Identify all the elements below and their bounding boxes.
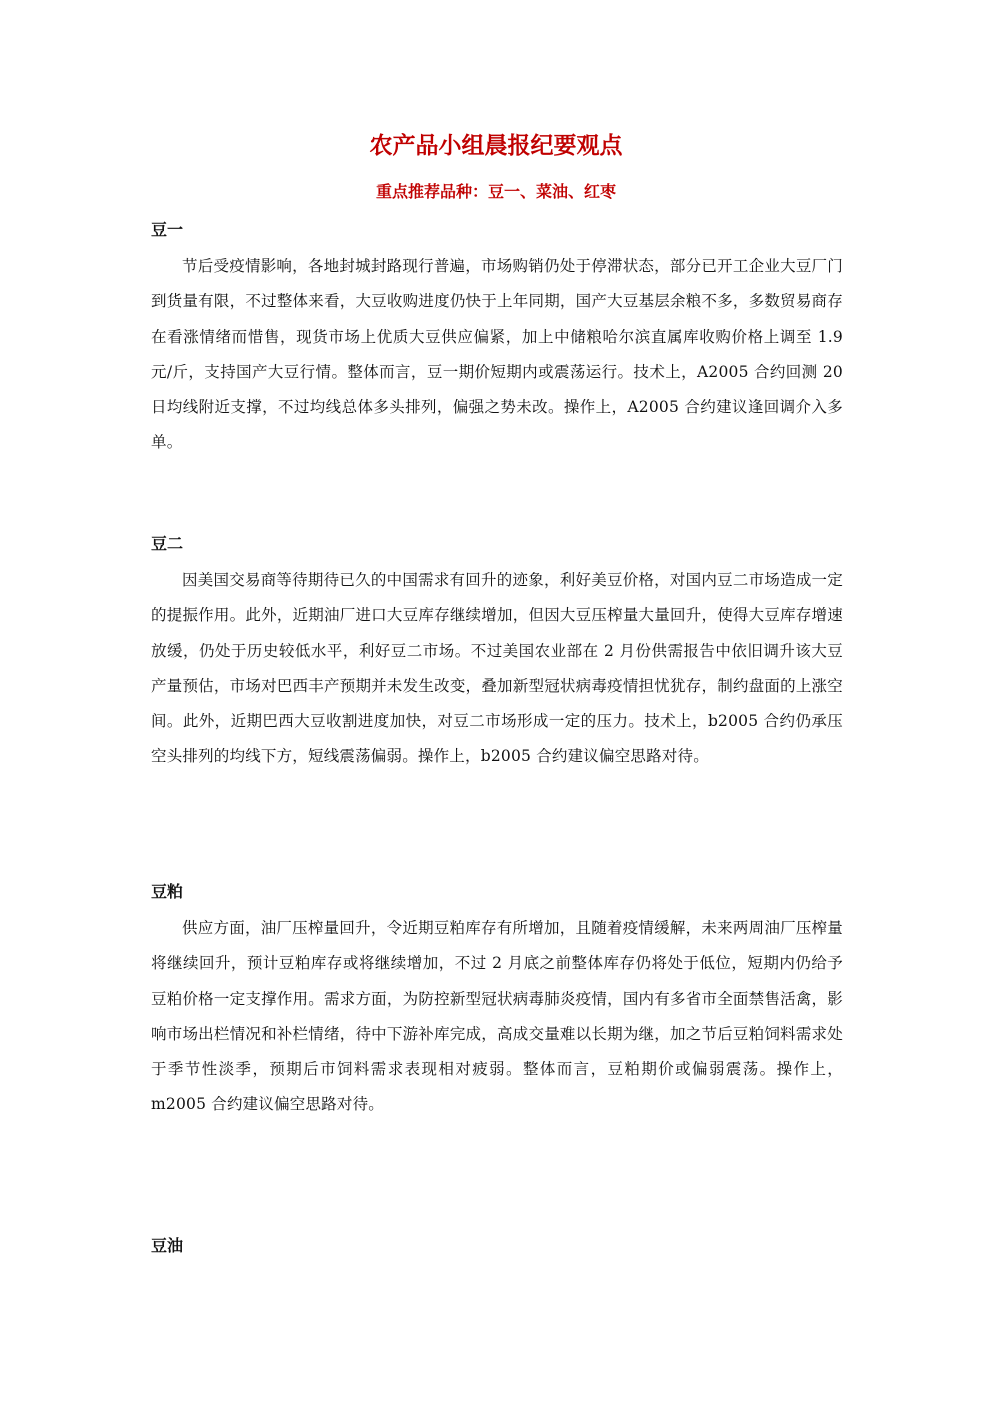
- section-dou-you: [151, 1235, 843, 1257]
- section-heading: 豆粕: [151, 882, 184, 901]
- section-heading: 豆二: [151, 534, 184, 553]
- section-dou-er: [151, 533, 843, 775]
- document-subtitle: 重点推荐品种：豆一、菜油、红枣: [375, 182, 616, 201]
- section-heading: 豆油: [151, 1236, 184, 1255]
- section-body: 因美国交易商等待期待已久的中国需求有回升的迹象，利好美豆价格，对国内豆二市场造成一定的提振作用。此外，近期油厂进口大豆库存继续增加，但因大豆压榨量大量回升，使得大豆库存增速放缓，仍处于历史较低水平，利好豆二市场。不过美国农业部在 2 月份供需报告中依旧调升该大豆产量预估，市场对巴西丰产预期并未发生改变，叠加新型冠状病毒疫情担忧犹存，制约盘面的上涨空间。此外，近期巴西大豆收割进度加快，对豆二市场形成一定的压力。技术上，b2005 合约仍承压空头排列的均线下方，短线震荡偏弱。操作上，b2005 合约建议偏空思路对待。: [151, 571, 843, 766]
- section-dou-yi: [151, 219, 843, 461]
- section-heading: 豆一: [151, 220, 184, 239]
- document-title: 农产品小组晨报纪要观点: [369, 133, 623, 159]
- section-body: 供应方面，油厂压榨量回升，令近期豆粕库存有所增加，且随着疫情缓解，未来两周油厂压榨量将继续回升，预计豆粕库存或将继续增加，不过 2 月底之前整体库存仍将处于低位，短期内仍给予豆粕价格一定支撑作用。需求方面，为防控新型冠状病毒肺炎疫情，国内有多省市全面禁售活禽，影响市场出栏情况和补栏情绪，待中下游补库完成，高成交量难以长期为继，加之节后豆粕饲料需求处于季节性淡季，预期后市饲料需求表现相对疲弱。整体而言，豆粕期价或偏弱震荡。操作上，m2005 合约建议偏空思路对待。: [151, 919, 843, 1114]
- section-body: 节后受疫情影响，各地封城封路现行普遍，市场购销仍处于停滞状态，部分已开工企业大豆厂门到货量有限，不过整体来看，大豆收购进度仍快于上年同期，国产大豆基层余粮不多，多数贸易商存在看涨情绪而惜售，现货市场上优质大豆供应偏紧，加上中储粮哈尔滨直属库收购价格上调至 1.9 元/斤，支持国产大豆行情。整体而言，豆一期价短期内或震荡运行。技术上，A2005 合约回测 20 日均线附近支撑，不过均线总体多头排列，偏强之势未改。操作上，A2005 合约建议逢回调介入多单。: [151, 257, 843, 452]
- section-dou-po: [151, 881, 843, 1123]
